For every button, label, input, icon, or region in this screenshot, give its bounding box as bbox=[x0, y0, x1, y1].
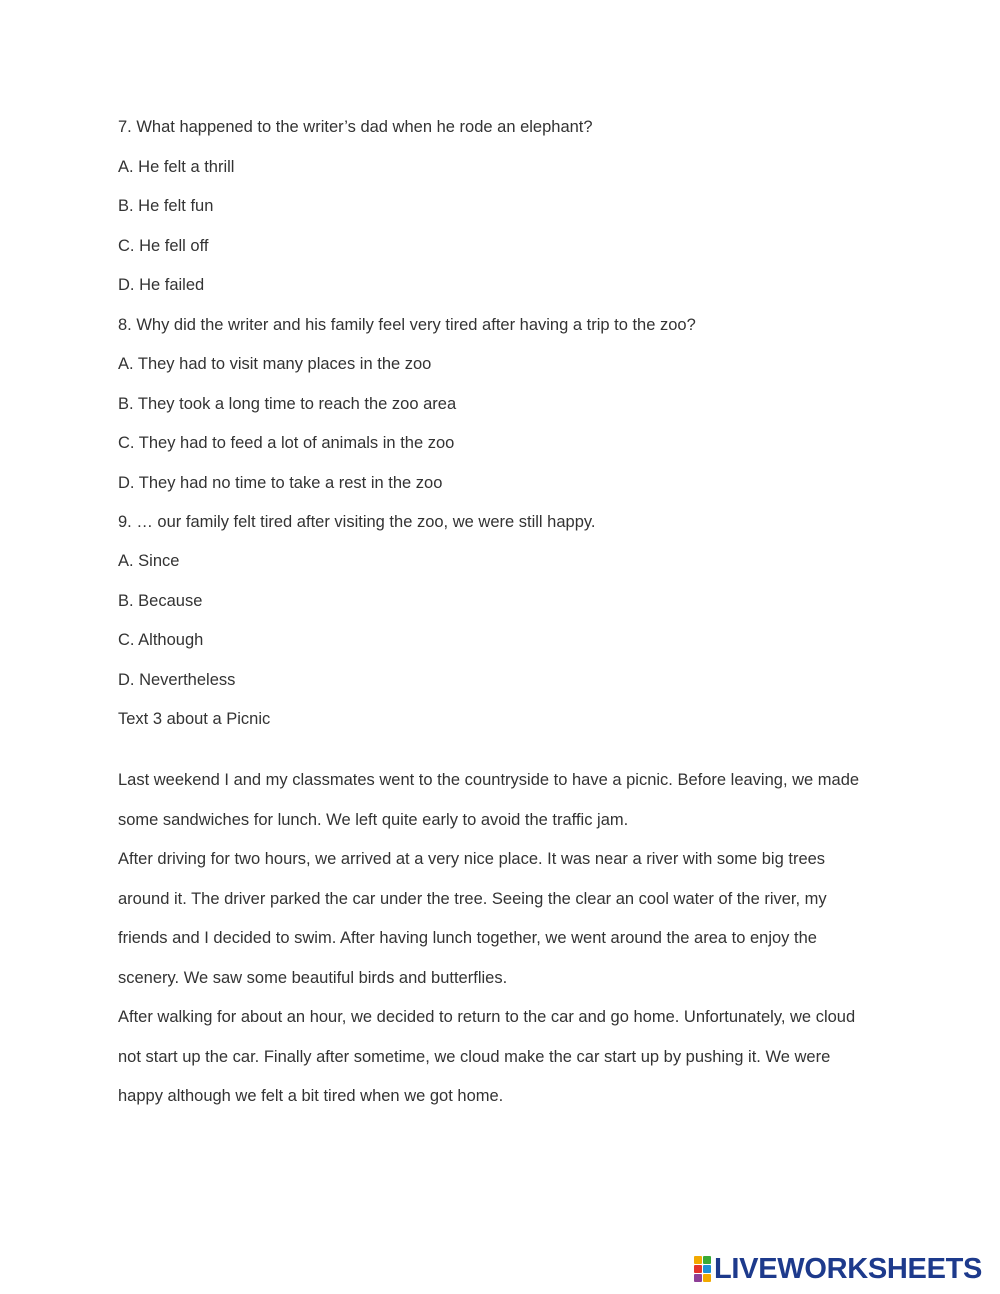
question-8-option-b: B. They took a long time to reach the zoo area bbox=[118, 395, 457, 413]
question-7-option-b: B. He felt fun bbox=[118, 197, 214, 215]
passage-paragraph-2: After driving for two hours, we arrived at a very nice place. It was near a river with some big trees around it. The driver parked the car under the tree. Seeing the clear an cool water of the river, my friends and I decided to swim. After having lunch together, we went around the area to enjoy the scenery. We saw some beautiful birds and butterflies. bbox=[118, 850, 827, 987]
question-9-option-c: C. Although bbox=[118, 631, 204, 649]
liveworksheets-wordmark: LIVEWORKSHEETS bbox=[714, 1253, 983, 1285]
question-9-option-a: A. Since bbox=[118, 552, 180, 570]
question-7-option-d: D. He failed bbox=[118, 276, 205, 294]
question-8-option-a: A. They had to visit many places in the zoo bbox=[118, 355, 432, 373]
liveworksheets-logo-icon bbox=[694, 1256, 711, 1282]
passage-paragraph-3: After walking for about an hour, we decided to return to the car and go home. Unfortunately, we cloud not start up the car. Finally after sometime, we cloud make the car start up by pushing it. We were happy although we felt a bit tired when we got home. bbox=[118, 1008, 856, 1105]
question-7-option-a: A. He felt a thrill bbox=[118, 158, 235, 176]
question-7-option-c: C. He fell off bbox=[118, 237, 209, 255]
question-8-option-c: C. They had to feed a lot of animals in the zoo bbox=[118, 434, 455, 452]
question-9-option-d: D. Nevertheless bbox=[118, 671, 236, 689]
question-7-stem: 7. What happened to the writer’s dad when he rode an elephant? bbox=[118, 118, 593, 136]
passage-paragraph-1: Last weekend I and my classmates went to the countryside to have a picnic. Before leaving, we made some sandwiches for lunch. We left quite early to avoid the traffic jam. bbox=[118, 771, 860, 829]
text-3-passage bbox=[118, 761, 878, 1117]
liveworksheets-logo bbox=[694, 1255, 982, 1283]
question-9-option-b: B. Because bbox=[118, 592, 203, 610]
question-8-option-d: D. They had no time to take a rest in the zoo bbox=[118, 474, 443, 492]
question-8-stem: 8. Why did the writer and his family feel very tired after having a trip to the zoo? bbox=[118, 316, 696, 334]
text-3-heading: Text 3 about a Picnic bbox=[118, 710, 271, 728]
question-9-stem: 9. … our family felt tired after visiting the zoo, we were still happy. bbox=[118, 513, 596, 531]
